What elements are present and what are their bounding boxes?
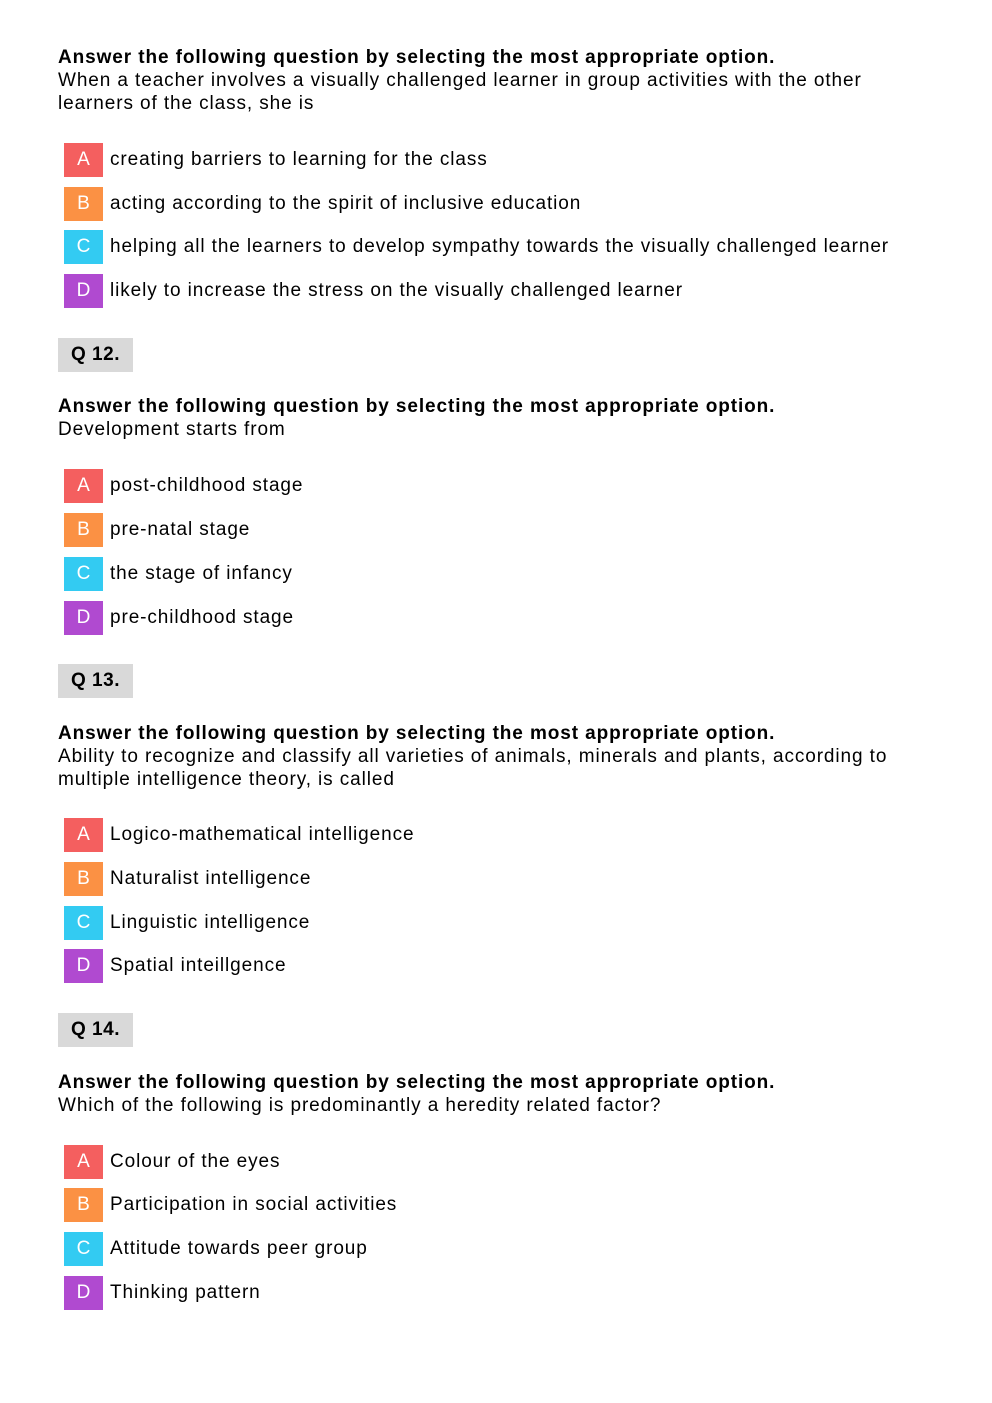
question-stem: When a teacher involves a visually challenged learner in group activities with the other learners of the class, she is [58, 70, 862, 114]
option-a[interactable] [64, 143, 488, 177]
question-13 [58, 664, 938, 698]
option-c[interactable] [64, 906, 310, 940]
option-letter-badge: D [64, 949, 103, 983]
option-a[interactable] [64, 818, 414, 852]
option-d[interactable] [64, 274, 683, 308]
question-14-body [58, 1072, 938, 1117]
option-letter-badge: A [64, 143, 103, 177]
option-letter-badge: B [64, 513, 103, 547]
option-letter-badge: B [64, 187, 103, 221]
option-text: Colour of the eyes [110, 1151, 281, 1172]
question-number-label: Q 12. [58, 338, 133, 372]
option-letter-badge: A [64, 1145, 103, 1179]
option-letter-badge: D [64, 274, 103, 308]
option-b[interactable] [64, 187, 581, 221]
question-14 [58, 1013, 938, 1047]
question-stem: Development starts from [58, 419, 286, 440]
question-number-label: Q 13. [58, 664, 133, 698]
option-text: likely to increase the stress on the visually challenged learner [110, 280, 683, 301]
question-13-body [58, 723, 938, 791]
option-c[interactable] [64, 557, 293, 591]
option-a[interactable] [64, 469, 303, 503]
option-text: Logico-mathematical intelligence [110, 824, 415, 845]
option-c[interactable] [64, 230, 889, 264]
option-text: pre-childhood stage [110, 607, 294, 628]
question-11 [58, 47, 938, 115]
option-b[interactable] [64, 862, 311, 896]
option-text: helping all the learners to develop sympathy towards the visually challenged learner [110, 236, 890, 257]
option-text: Thinking pattern [110, 1282, 261, 1303]
option-d[interactable] [64, 1276, 261, 1310]
option-letter-badge: D [64, 601, 103, 635]
option-b[interactable] [64, 1188, 397, 1222]
question-instruction: Answer the following question by selecting the most appropriate option. [58, 396, 776, 417]
question-12-body [58, 396, 938, 441]
option-text: pre-natal stage [110, 519, 251, 540]
option-b[interactable] [64, 513, 250, 547]
option-text: Attitude towards peer group [110, 1238, 368, 1259]
question-stem: Which of the following is predominantly a heredity related factor? [58, 1095, 662, 1116]
option-letter-badge: A [64, 818, 103, 852]
option-text: Linguistic intelligence [110, 912, 311, 933]
option-text: Spatial inteillgence [110, 955, 287, 976]
option-letter-badge: C [64, 906, 103, 940]
option-letter-badge: A [64, 469, 103, 503]
option-letter-badge: C [64, 230, 103, 264]
option-text: post-childhood stage [110, 475, 304, 496]
option-letter-badge: C [64, 1232, 103, 1266]
option-letter-badge: C [64, 557, 103, 591]
question-instruction: Answer the following question by selecting the most appropriate option. [58, 47, 776, 68]
question-number-label: Q 14. [58, 1013, 133, 1047]
question-stem: Ability to recognize and classify all varieties of animals, minerals and plants, according to multiple intelligence theory, is called [58, 746, 888, 790]
option-d[interactable] [64, 601, 294, 635]
option-a[interactable] [64, 1145, 280, 1179]
option-c[interactable] [64, 1232, 368, 1266]
question-12 [58, 338, 938, 372]
question-instruction: Answer the following question by selecting the most appropriate option. [58, 723, 776, 744]
option-d[interactable] [64, 949, 286, 983]
option-text: Participation in social activities [110, 1194, 398, 1215]
option-letter-badge: B [64, 1188, 103, 1222]
option-text: creating barriers to learning for the class [110, 149, 488, 170]
option-letter-badge: D [64, 1276, 103, 1310]
option-text: the stage of infancy [110, 563, 293, 584]
question-instruction: Answer the following question by selecting the most appropriate option. [58, 1072, 776, 1093]
option-text: acting according to the spirit of inclusive education [110, 193, 582, 214]
option-text: Naturalist intelligence [110, 868, 312, 889]
option-letter-badge: B [64, 862, 103, 896]
